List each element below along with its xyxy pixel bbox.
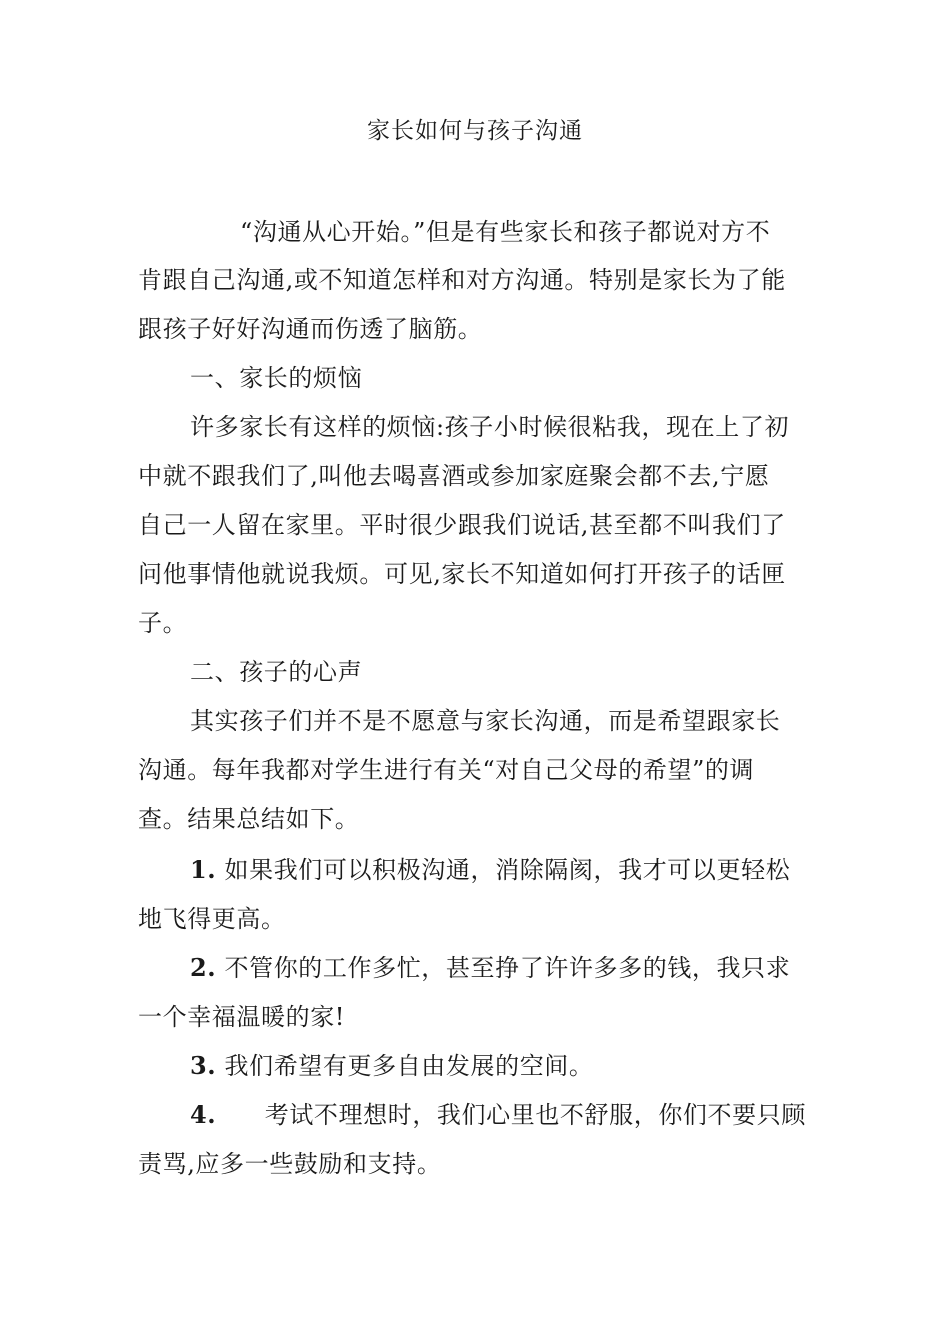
section1-line-1: 许多家长有这样的烦恼:孩子小时候很粘我，现在上了初 [190,413,790,441]
section2-line-2: 沟通。每年我都对学生进行有关“对自己父母的希望”的调 [138,756,755,784]
list-item-3 [190,1046,594,1081]
section1-line-4: 问他事情他就说我烦。可见,家长不知道如何打开孩子的话匣 [138,560,786,588]
list-item-text: 不管你的工作多忙，甚至挣了许许多多的钱，我只求 [224,954,791,982]
section1-heading: 一、家长的烦恼 [190,364,363,392]
list-item-text: 我们希望有更多自由发展的空间。 [224,1052,594,1080]
list-item-number: 3. [190,1051,217,1080]
intro-line-3: 跟孩子好好沟通而伤透了脑筋。 [138,315,483,343]
intro-line-2: 肯跟自己沟通,或不知道怎样和对方沟通。特别是家长为了能 [138,266,786,294]
list-item-text: 如果我们可以积极沟通，消除隔阂，我才可以更轻松 [224,856,791,884]
section1-line-3: 自己一人留在家里。平时很少跟我们说话,甚至都不叫我们了 [138,511,786,539]
intro-line-1: “沟通从心开始。”但是有些家长和孩子都说对方不 [240,218,771,246]
section1-line-2: 中就不跟我们了,叫他去喝喜酒或参加家庭聚会都不去,宁愿 [138,462,770,490]
list-item-text: 考试不理想时，我们心里也不舒服，你们不要只顾 [264,1101,806,1129]
list-item-4 [190,1095,806,1130]
list-item-1-cont: 地飞得更高。 [138,905,286,933]
list-item-number: 2. [190,953,217,982]
list-item-2 [190,948,790,983]
list-item-2-cont: 一个幸福温暖的家! [138,1003,346,1031]
section2-line-1: 其实孩子们并不是不愿意与家长沟通，而是希望跟家长 [190,707,781,735]
section1-line-5: 子。 [138,609,188,637]
section2-heading: 二、孩子的心声 [190,658,363,686]
list-item-number: 4. [190,1100,217,1129]
list-item-number: 1. [190,855,217,884]
section2-line-3: 查。结果总结如下。 [138,805,360,833]
list-item-4-cont: 责骂,应多一些鼓励和支持。 [138,1150,442,1178]
list-item-1 [190,850,790,885]
page-title: 家长如何与孩子沟通 [367,118,583,144]
